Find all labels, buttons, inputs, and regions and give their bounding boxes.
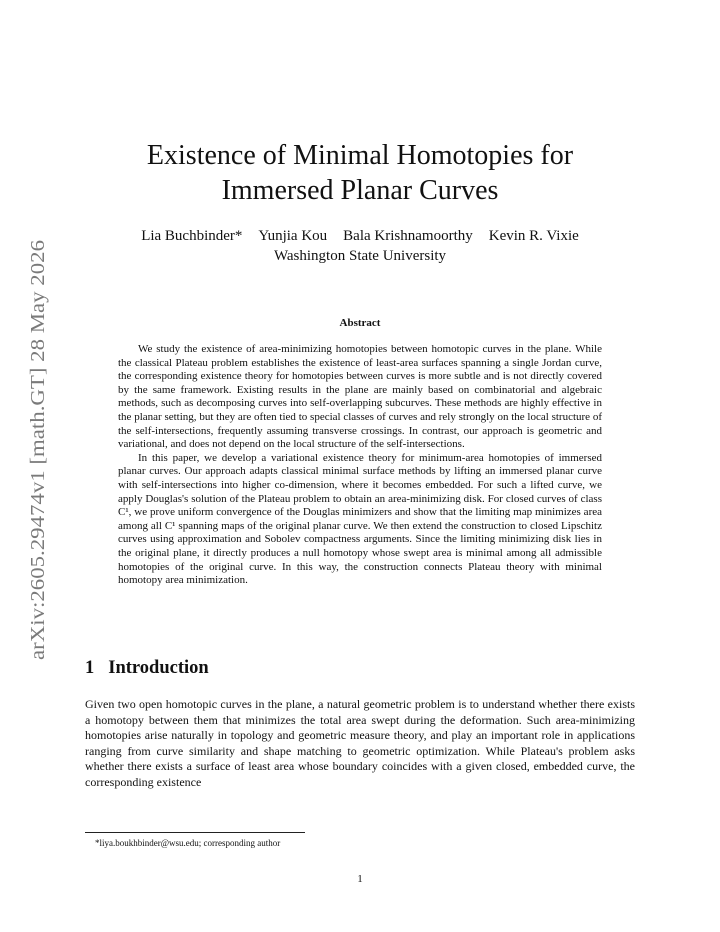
author-name: Kevin R. Vixie [488, 228, 579, 244]
section-title: Introduction [108, 658, 209, 678]
arxiv-id: arXiv:2605.29474v1 [math.GT] 28 May 2026 [27, 292, 49, 660]
abstract-paragraph: In this paper, we develop a variational existence theory for minimum-area homotopies of immersed planar curves. Our approach adapts classical minimal surface methods by lifting an immersed planar curve with self-intersections into higher co-dimension, where it becomes embedded. For such a lifted curve, we apply Douglas's solution of the Plateau problem to obtain an area-minimizing disk. For closed curves of class C¹, we prove uniform convergence of the Douglas minimizers and show that the limiting map minimizes area among all C¹ spanning maps of the original planar curve. We then extend the construction to closed Lipschitz curves using approximation and Sobolev compactness arguments. Since the limiting minimizing disk lies in the original plane, it directly produces a null homotopy whose swept area is minimal among all admissible homotopies of the original curve. In this way, the construction connects Plateau theory with minimal homotopy area minimization. [118, 451, 602, 587]
section-heading [85, 658, 209, 679]
abstract-heading: Abstract [339, 317, 381, 329]
abstract-paragraph: We study the existence of area-minimizing homotopies between homotopic curves in the plane. While the classical Plateau problem establishes the existence of least-area surfaces spanning a single Jordan curve, the corresponding existence theory for homotopies between curves is more subtle and is not directly covered by the same framework. Existing results in the plane are mainly based on combinatorial and algebraic methods, such as decomposing curves into self-overlapping subcurves. These methods are highly effective in the planar setting, but they are often tied to special classes of curves and rely strongly on the local structure of the self-intersections, frequently assuming transverse crossings. In contrast, our approach is geometric and variational, and does not depend on the local structure of the self-intersections. [118, 343, 602, 451]
author-name: Lia Buchbinder* [141, 228, 243, 244]
page-number: 1 [357, 873, 363, 885]
author-list [0, 226, 720, 246]
author-name: Bala Krishnamoorthy [343, 228, 473, 244]
author-name: Yunjia Kou [258, 228, 328, 244]
arxiv-stamp [2, 240, 62, 660]
intro-body [85, 697, 635, 791]
section-number: 1 [85, 658, 95, 678]
affiliation: Washington State University [273, 248, 447, 264]
author-block [0, 226, 720, 266]
footnote: *liya.boukhbinder@wsu.edu; corresponding author [95, 838, 281, 848]
abstract-body [118, 343, 602, 588]
title-line-2: Immersed Planar Curves [221, 175, 499, 206]
paper-title [0, 138, 720, 208]
footnote-divider [85, 832, 305, 833]
title-line-1: Existence of Minimal Homotopies for [146, 140, 574, 171]
intro-paragraph: Given two open homotopic curves in the plane, a natural geometric problem is to understand whether there exists a homotopy between them that minimizes the total area swept during the deformation. Such area-minimizing homotopies arise naturally in topology and geometric measure theory, and play an important role in applications ranging from curve similarity and shape matching to geometric optimization. While Plateau's problem asks whether there exists a surface of least area whose boundary coincides with a given closed, embedded curve, the corresponding existence [85, 697, 635, 789]
